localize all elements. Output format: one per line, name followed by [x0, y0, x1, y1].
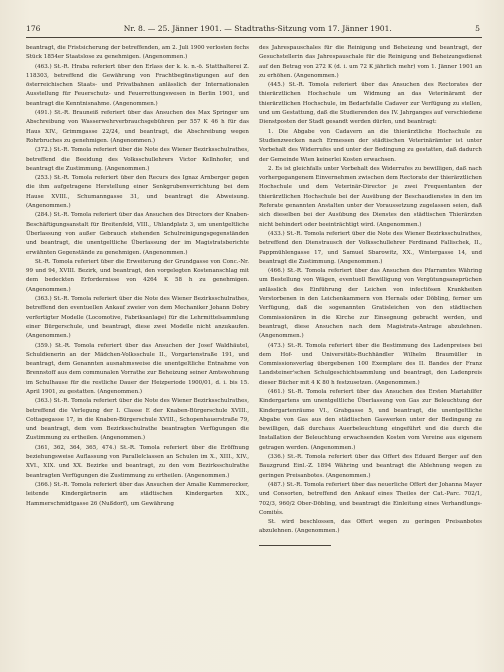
left-column — [26, 44, 249, 546]
paragraph: (284.) St.-R. Tomola referiert über das Ansuchen des Directors der Knaben-Beschäftigungsanstalt für Breitenfeld, VIII., Uhlandplatz 3, um unentgeltliche Überlassung von außer Gebrauch stehenden Schulreinigungsgegenständen und beantragt, die unentgeltliche Überlassung der im Magistratsberichte erwähnten Gegenstände zu genehmigen. (Angenommen.) — [26, 212, 249, 256]
paragraph: (363.) St.-R. Tomola referiert über die Note des Wiener Bezirksschulrathes, betreffend die Verlegung der I. Classe E der Knaben-Bürgerschule XVIII., Cottagegasse 17, in die Knaben-Bürgerschule XVIII., Schopenhauerstraße 79, und beantragt, dem vom Bezirksschulrathe beantragten Verfügungen die Zustimmung zu ertheilen. (Angenommen.) — [26, 398, 249, 442]
paragraph: beantragt, die Fristsicherung der betreffenden, am 2. Juli 1900 verlosten fechs Stück 1854er Staatslose zu genehmigen. (Angenommen.) — [26, 45, 249, 61]
paragraph: 1. Die Abgabe von Cadavern an die thierärztliche Hochschule zu Studienzwecken nach Ermessen der städtischen Veterinärämter ist unter Vorbehalt des Widerrufes und unter der Bedingung zu gestatten, daß dadurch der Gemeinde Wien keinerlei Kosten erwachsen. — [259, 128, 482, 163]
paragraph: St. wird beschlossen, das Offert wegen zu geringen Preisanbotes abzulehnen. (Angenommen.) — [259, 519, 482, 535]
page-title: Nr. 8. — 25. Jänner 1901. — Stadtraths-Sitzung vom 17. Jänner 1901. — [123, 24, 392, 33]
paragraph: (473.) St.-R. Tomola referiert über die Bestimmung des Ladenpreises bei dem Hof- und Universitäts-Buchhändler Wilhelm Braumüller in Commissionsverlag übergebenen 100 Exemplare des II. Bandes der Franz Landsteiner'schen Schulgeschichtsammlung und beantragt, den Ladenpreis dieser Bücher mit 4 K 80 h festzusetzen. (Angenommen.) — [259, 342, 482, 386]
page-number-right: 5 — [475, 24, 480, 33]
page-header — [26, 24, 482, 38]
paragraph: (445.) St.-R. Tomola referiert über das Ansuchen des Rectorates der thierärztlichen Hochschule um Widmung an das Veterinäramt der thierärztlichen Hochschule, im Bedarfsfalle Cadaver zur Verfügung zu stellen, und um Gestattung, daß die Studierenden des IV. Jahrganges auf verschiedene Dienstposten der Stadt gesandt werden dürfen, und beantragt: — [259, 82, 482, 126]
paragraph: des Jahrespauschales für die Reinigung und Beheizung und beantragt, der Gesuchstellerin das Jahrespauschale für die Reinigung und Beheizungsdienst auf den Betrag von 272 K (d. i. um 72 K jährlich mehr) vom 1. Jänner 1901 an zu erhöhen. (Angenommen.) — [259, 45, 482, 79]
paragraph: (361, 362, 364, 365, 474.) St.-R. Tomola referiert über die Eröffnung beziehungsweise Auflassung von Parallelclassen an Schulen im X., XIII., XIV., XVI., XIX. und XX. Bezirke und beantragt, zu den vom Bezirksschulrathe beantragten Verfügungen die Zustimmung zu ertheilen. (Angenommen.) — [26, 444, 249, 479]
paragraph: St.-R. Tomola referiert über die Erweiterung der Grundgasse von Conc.-Nr. 99 und 94, XVIII. Bezirk, und beantragt, den vorgelegten Kostenanschlag mit dem bedeckten Erfordernisse von 4264 K 58 h zu genehmigen. (Angenommen.) — [26, 258, 249, 293]
paragraph: (461.) St.-R. Tomola referiert über das Ansuchen des Ersten Mariahilfer Kindergartens um unentgeltliche Überlassung von Gas zur Beleuchtung der Kindergartenräume VI., Grabgasse 5, und beantragt, die unentgeltliche Abgabe von Gas aus den städtischen Gaswerken unter der Bedingung zu bewilligen, daß durchaus Auerbeleuchtung eingeführt und die durch die Installation der Beleuchtung erwachsenden Kosten vom Vereine aus eigenem getragen werden. (Angenommen.) — [259, 388, 482, 451]
paragraph: (463.) St.-R. Hraba referiert über den Erlass der k. k. n.-ö. Statthalterei Z. 118303, betreffend die Gewährung von Frachtbegünstigungen auf den österreichischen Staats- und Privatbahnen anlässlich der Internationalen Ausstellung für Feuerschutz- und Feuerrettungswesen in Berlin 1901, und beantragt die Kenntnisnahme. (Angenommen.) — [26, 63, 249, 107]
paragraph: (363.) St.-R. Tomola referiert über die Note des Wiener Bezirksschulrathes, betreffend den eventuellen Ankauf zweier von dem Mechaniker Johann Dobry verfertigter Modelle (Locomotive, Fabriksanlage) für die Lehrmittelsammlung einer Bürgerschule, und beantragt, diese zwei Modelle nicht anzukaufen. (Angenommen.) — [26, 296, 249, 340]
paragraph: (253.) St.-R. Tomola referiert über den Recurs des Ignaz Arnberger gegen die ihm aufgetragene Herstellung einer Senkgrubenverrichtung bei dem Hause XVIII., Schumanngasse 31, und beantragt die Abweisung. (Angenommen.) — [26, 175, 249, 210]
paragraph: 2. Es ist gleichfalls unter Vorbehalt des Widerrufes zu bewilligen, daß nach vorhergegangenem Einvernehmen zwischen dem Rectorate der thierärztlichen Hochschule und dem Veterinär-Director je zwei Frequentanten der thierärztlichen Hochschule bei der Ausübung der Beschaudienstes in den im Referate genannten Anstalten unter der Voraussetzung zugelassen seien, daß sich dieselben bei der Ausübung des Dienstes den städtischen Thierärzten nicht behindert oder beeinträchtigt wird. (Angenommen.) — [259, 165, 482, 228]
paragraph: (487.) St.-R. Tomola referiert über das neuerliche Offert der Johanna Mayer und Consorten, betreffend den Ankauf eines Theiles der Cat.-Parc. 702/1, 702/3, 960/2 Ober-Döbling, und beantragt die Einleitung eines Verhandlungs-Comités. — [259, 481, 482, 516]
paragraph: (366.) St.-R. Tomola referiert über das Ansuchen der Amalie Kummerecker, leitende Kindergärtnerin am städtischen Kindergarten XIX., Hammerschmidtgasse 26 (Nußdorf), um Gewährung — [26, 481, 249, 507]
paragraph: (491.) St.-R. Brauneiß referiert über das Ansuchen des Max Springer um Abschreibung von Wasserwehrverbrauchsgebühren per 557 K 46 h für das Haus XIV., Grimmgasse 22/24, und beantragt, die Abschreibung wegen Rohrbruches zu genehmigen. (Angenommen.) — [26, 110, 249, 144]
paragraph: (336.) St.-R. Tomola referiert über das Offert des Eduard Berger auf den Bauzgrund Einl.-Z. 1894 Währing und beantragt die Ablehnung wegen zu geringen Preisanbotes. (Angenommen.) — [259, 454, 482, 479]
paragraph: (372.) St.-R. Tomola referiert über die Note des Wiener Bezirksschulrathes, betreffend die Beeidung des Volksschullehrers Victor Kellnhofer, und beantragt die Zustimmung. (Angenommen.) — [26, 147, 249, 172]
text-columns — [26, 44, 482, 546]
right-column — [259, 44, 482, 546]
paragraph: (359.) St.-R. Tomola referiert über das Ansuchen der Josef Waldhäutel, Schuldienerin an der Mädchen-Volksschule II., Vorgartenstraße 191, und beantragt, dem Genannten ausnahmsweise die unentgeltliche Entnahme von Brennstoff aus dem communalen Vorrathe zur Beheizung seiner Amtswohnung im Schulhause für die restliche Dauer der Heizperiode 1900/01, d. i. bis 15. April 1901, zu gestatten. (Angenommen.) — [26, 342, 249, 395]
paragraph: (466.) St.-R. Tomola referiert über das Ansuchen des Pfarramtes Währing um Bestellung von Wägen, eventuell Bewilligung von Vergütungsansprüchen anlässlich des Einführung der Leichen von infectiösen Krankheiten Verstorbenen in den Leichenkammern von Hernals oder Döbling, ferner um Verfügung, daß die sogenannten Gratisleichen von den städtischen Commissionären in die Kirche zur Einsegnung gebracht werden, und beantragt, diese Ansuchen nach dem Magistrats-Antrage abzulehnen. (Angenommen.) — [259, 268, 482, 340]
end-rule — [259, 545, 331, 546]
paragraph: (433.) St.-R. Tomola referiert über die Note des Wiener Bezirksschulrathes, betreffend den Dienstrausch der Volksschullehrer Ferdinand Fallischek, II., Pappmühlengasse 17, und Samuel Sbarowitz, XX., Wintergasse 14, und beantragt die Zustimmung. (Angenommen.) — [259, 230, 482, 265]
page-number: 176 — [26, 24, 41, 33]
